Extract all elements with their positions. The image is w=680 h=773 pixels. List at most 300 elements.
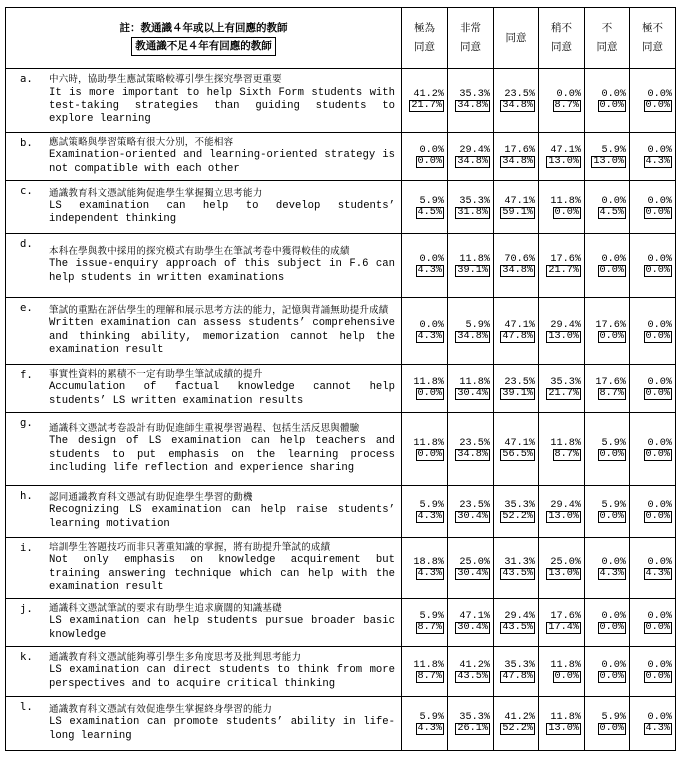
novice-value: 13.0% xyxy=(548,511,579,522)
value-cell xyxy=(494,365,539,413)
statement-body xyxy=(49,651,395,691)
experienced-value: 17.6% xyxy=(504,145,535,156)
experienced-value: 25.0% xyxy=(550,556,581,568)
statement-cell xyxy=(6,538,402,599)
experienced-value: 41.2% xyxy=(504,712,535,724)
value-cell xyxy=(402,697,448,751)
novice-value: 0.0% xyxy=(599,511,624,522)
statement-cell xyxy=(6,69,402,133)
statement-label: l. xyxy=(20,701,33,714)
value-cell xyxy=(585,298,630,365)
statement-chinese: 應試策略與學習策略有很大分別，不能相容 xyxy=(49,137,234,149)
column-label: 極不 xyxy=(642,22,663,34)
novice-value: 0.0% xyxy=(417,156,442,167)
statement-cell xyxy=(6,133,402,181)
experienced-value: 23.5% xyxy=(504,377,535,388)
novice-value: 21.7% xyxy=(548,388,579,399)
novice-value: 39.1% xyxy=(457,265,488,276)
statement-body xyxy=(49,422,395,475)
novice-value: 0.0% xyxy=(599,330,624,342)
statement-english: Written examination can assess students’ comprehensive and thinking ability, memorization cannot help the examination result xyxy=(49,317,395,356)
value-cell xyxy=(402,298,448,365)
value-cell xyxy=(630,298,676,365)
value-cell xyxy=(402,486,448,538)
value-cell xyxy=(448,413,494,486)
novice-value: 52.2% xyxy=(502,723,533,735)
experienced-value: 11.8% xyxy=(550,712,581,724)
novice-value: 4.3% xyxy=(417,265,442,276)
experienced-value: 17.6% xyxy=(550,254,581,265)
table-row xyxy=(6,697,676,751)
statement-body xyxy=(49,304,395,357)
table-row xyxy=(6,181,676,234)
experienced-value: 0.0% xyxy=(647,254,672,265)
experienced-value: 47.1% xyxy=(550,145,581,156)
value-cell xyxy=(630,647,676,697)
experienced-value: 0.0% xyxy=(647,89,672,100)
statement-body xyxy=(49,136,395,176)
statement-chinese: 通識科文憑試考卷設計有助促進師生重視學習過程、包括生活反思與體驗 xyxy=(49,422,360,434)
statement-english: The design of LS examination can help teachers and students to put emphasis on the learning process including life reflection and experience sharing xyxy=(49,435,395,474)
table-row xyxy=(6,69,676,133)
experienced-value: 5.9% xyxy=(419,611,444,623)
value-cell xyxy=(585,599,630,647)
value-cell xyxy=(585,133,630,181)
table-row xyxy=(6,599,676,647)
statement-chinese: 通識教育科文憑試有效促進學生掌握終身學習的能力 xyxy=(49,704,273,716)
experienced-value: 35.3% xyxy=(459,195,490,207)
legend-experienced: 註：教通識４年或以上有回應的教師 xyxy=(119,22,288,34)
experienced-value: 23.5% xyxy=(459,437,490,449)
value-cell xyxy=(402,133,448,181)
table-row xyxy=(6,486,676,538)
experienced-value: 0.0% xyxy=(601,660,626,672)
value-cell xyxy=(539,697,585,751)
experienced-value: 47.1% xyxy=(504,195,535,207)
experienced-value: 35.3% xyxy=(504,500,535,511)
experienced-value: 0.0% xyxy=(601,195,626,207)
value-cell xyxy=(630,69,676,133)
novice-value: 13.0% xyxy=(548,723,579,735)
statement-body xyxy=(49,491,395,531)
statement-body xyxy=(49,73,395,126)
value-cell xyxy=(494,697,539,751)
statement-body xyxy=(49,187,395,227)
experienced-value: 0.0% xyxy=(647,500,672,511)
value-cell xyxy=(539,647,585,697)
value-cell xyxy=(630,133,676,181)
value-cell xyxy=(585,365,630,413)
experienced-value: 11.8% xyxy=(459,254,490,265)
experienced-value: 0.0% xyxy=(556,89,581,100)
experienced-value: 47.1% xyxy=(504,319,535,331)
value-cell xyxy=(448,599,494,647)
value-cell xyxy=(494,599,539,647)
novice-value: 34.8% xyxy=(457,156,488,167)
value-cell xyxy=(448,234,494,298)
value-cell xyxy=(539,486,585,538)
novice-value: 34.8% xyxy=(502,156,533,167)
value-cell xyxy=(539,133,585,181)
column-label: 同意 xyxy=(551,41,572,53)
experienced-value: 0.0% xyxy=(647,712,672,724)
experienced-value: 0.0% xyxy=(419,145,444,156)
value-cell xyxy=(630,697,676,751)
survey-table xyxy=(5,7,676,751)
experienced-value: 41.2% xyxy=(413,89,444,100)
novice-value: 30.4% xyxy=(457,622,488,634)
novice-value: 13.0% xyxy=(593,156,624,167)
novice-value: 34.8% xyxy=(457,100,488,111)
novice-value: 43.5% xyxy=(502,622,533,634)
novice-value: 43.5% xyxy=(457,671,488,683)
experienced-value: 0.0% xyxy=(601,611,626,623)
value-cell xyxy=(585,538,630,599)
statement-label: c. xyxy=(20,185,33,197)
experienced-value: 17.6% xyxy=(550,611,581,623)
value-cell xyxy=(585,234,630,298)
value-cell xyxy=(630,365,676,413)
experienced-value: 11.8% xyxy=(413,377,444,388)
experienced-value: 0.0% xyxy=(647,319,672,331)
value-cell xyxy=(494,234,539,298)
novice-value: 21.7% xyxy=(411,100,442,111)
value-cell xyxy=(539,181,585,234)
value-cell xyxy=(448,697,494,751)
value-cell xyxy=(630,181,676,234)
value-cell xyxy=(630,413,676,486)
novice-value: 4.3% xyxy=(599,567,624,579)
novice-value: 0.0% xyxy=(599,265,624,276)
column-label: 極為 xyxy=(414,22,435,34)
novice-value: 0.0% xyxy=(599,671,624,683)
experienced-value: 5.9% xyxy=(419,195,444,207)
statement-chinese: 筆試的重點在評估學生的理解和展示思考方法的能力，記憶與背誦無助提升成績 xyxy=(49,304,389,316)
novice-value: 4.5% xyxy=(599,206,624,218)
experienced-value: 11.8% xyxy=(550,437,581,449)
novice-value: 0.0% xyxy=(645,511,670,522)
experienced-value: 0.0% xyxy=(419,319,444,331)
value-cell xyxy=(494,538,539,599)
statement-label: b. xyxy=(20,137,33,149)
statement-cell xyxy=(6,234,402,298)
survey-table-container xyxy=(5,7,675,751)
novice-value: 30.4% xyxy=(457,511,488,522)
value-cell xyxy=(539,365,585,413)
value-cell xyxy=(585,647,630,697)
value-cell xyxy=(585,181,630,234)
experienced-value: 5.9% xyxy=(601,145,626,156)
experienced-value: 31.3% xyxy=(504,556,535,568)
novice-value: 8.7% xyxy=(599,388,624,399)
novice-value: 8.7% xyxy=(417,622,442,634)
experienced-value: 17.6% xyxy=(595,377,626,388)
value-cell xyxy=(539,413,585,486)
novice-value: 13.0% xyxy=(548,330,579,342)
experienced-value: 5.9% xyxy=(601,437,626,449)
novice-value: 39.1% xyxy=(502,388,533,399)
value-cell xyxy=(494,181,539,234)
column-slightly-disagree xyxy=(539,8,585,69)
statement-label: d. xyxy=(20,238,33,250)
value-cell xyxy=(448,647,494,697)
experienced-value: 0.0% xyxy=(647,377,672,388)
statement-chinese: 本科在學與教中採用的探究模式有助學生在筆試考卷中獲得較佳的成績 xyxy=(49,246,350,258)
experienced-value: 35.3% xyxy=(459,712,490,724)
statement-english: LS examination can promote students’ ability in life-long learning xyxy=(49,716,395,742)
experienced-value: 11.8% xyxy=(550,195,581,207)
table-row xyxy=(6,298,676,365)
experienced-value: 25.0% xyxy=(459,556,490,568)
experienced-value: 23.5% xyxy=(504,89,535,100)
column-label: 同意 xyxy=(642,41,663,53)
legend-novice: 教通識不足４年有回應的教師 xyxy=(131,37,276,56)
value-cell xyxy=(402,413,448,486)
statement-cell xyxy=(6,365,402,413)
header-row xyxy=(6,8,676,69)
experienced-value: 47.1% xyxy=(504,437,535,449)
experienced-value: 5.9% xyxy=(419,712,444,724)
novice-value: 0.0% xyxy=(417,388,442,399)
novice-value: 47.8% xyxy=(502,330,533,342)
column-label: 同意 xyxy=(414,41,435,53)
novice-value: 0.0% xyxy=(599,448,624,460)
statement-english: Recognizing LS examination can help raise students’ learning motivation xyxy=(49,504,395,530)
statement-body xyxy=(49,541,395,594)
novice-value: 0.0% xyxy=(645,448,670,460)
statement-body xyxy=(49,703,395,743)
statement-cell xyxy=(6,647,402,697)
experienced-value: 47.1% xyxy=(459,611,490,623)
legend-note xyxy=(6,8,402,69)
value-cell xyxy=(539,599,585,647)
statement-english: The issue-enquiry approach of this subject in F.6 can help students in written examinations xyxy=(49,258,395,284)
value-cell xyxy=(448,486,494,538)
experienced-value: 5.9% xyxy=(601,500,626,511)
column-agree xyxy=(494,8,539,69)
novice-value: 31.8% xyxy=(457,206,488,218)
value-cell xyxy=(448,181,494,234)
experienced-value: 35.3% xyxy=(459,89,490,100)
experienced-value: 29.4% xyxy=(550,319,581,331)
experienced-value: 0.0% xyxy=(419,254,444,265)
experienced-value: 29.4% xyxy=(459,145,490,156)
value-cell xyxy=(402,365,448,413)
novice-value: 0.0% xyxy=(645,100,670,111)
statement-chinese: 事實性資料的累積不一定有助學生筆試成績的提升 xyxy=(49,369,263,381)
value-cell xyxy=(630,538,676,599)
experienced-value: 29.4% xyxy=(550,500,581,511)
statement-chinese: 通識教育科文憑試能夠導引學生多角度思考及批判思考能力 xyxy=(49,652,302,664)
experienced-value: 18.8% xyxy=(413,556,444,568)
experienced-value: 11.8% xyxy=(413,660,444,672)
experienced-value: 0.0% xyxy=(601,89,626,100)
statement-cell xyxy=(6,413,402,486)
experienced-value: 70.6% xyxy=(504,254,535,265)
experienced-value: 0.0% xyxy=(647,556,672,568)
experienced-value: 23.5% xyxy=(459,500,490,511)
experienced-value: 5.9% xyxy=(419,500,444,511)
table-row xyxy=(6,413,676,486)
table-row xyxy=(6,133,676,181)
novice-value: 52.2% xyxy=(502,511,533,522)
value-cell xyxy=(539,69,585,133)
statement-label: i. xyxy=(20,542,33,554)
novice-value: 34.8% xyxy=(502,100,533,111)
novice-value: 0.0% xyxy=(554,206,579,218)
novice-value: 4.3% xyxy=(417,511,442,522)
value-cell xyxy=(448,365,494,413)
statement-label: a. xyxy=(20,73,33,85)
novice-value: 0.0% xyxy=(417,448,442,460)
novice-value: 0.0% xyxy=(554,671,579,683)
experienced-value: 5.9% xyxy=(601,712,626,724)
value-cell xyxy=(630,599,676,647)
novice-value: 0.0% xyxy=(599,622,624,634)
value-cell xyxy=(539,538,585,599)
statement-english: LS examination can help students pursue broader basic knowledge xyxy=(49,615,395,641)
statement-body xyxy=(49,368,395,408)
table-row xyxy=(6,365,676,413)
statement-cell xyxy=(6,181,402,234)
value-cell xyxy=(494,69,539,133)
statement-chinese: 中六時，協助學生應試策略較導引學生探究學習更重要 xyxy=(49,74,282,86)
statement-english: LS examination can direct students to think from more perspectives and to acquire critical thinking xyxy=(49,664,395,690)
novice-value: 0.0% xyxy=(645,206,670,218)
statement-chinese: 認同通識教育科文憑試有助促進學生學習的動機 xyxy=(49,492,253,504)
novice-value: 8.7% xyxy=(554,100,579,111)
novice-value: 0.0% xyxy=(645,330,670,342)
novice-value: 26.1% xyxy=(457,723,488,735)
statement-cell xyxy=(6,697,402,751)
statement-chinese: 通識教育科文憑試能夠促進學生掌握獨立思考能力 xyxy=(49,187,263,199)
statement-label: k. xyxy=(20,651,33,664)
novice-value: 0.0% xyxy=(645,388,670,399)
value-cell xyxy=(402,181,448,234)
novice-value: 34.8% xyxy=(457,448,488,460)
statement-chinese: 通識科文憑試筆試的要求有助學生追求廣闊的知識基礎 xyxy=(49,603,282,615)
value-cell xyxy=(448,133,494,181)
experienced-value: 35.3% xyxy=(504,660,535,672)
experienced-value: 0.0% xyxy=(647,437,672,449)
value-cell xyxy=(494,486,539,538)
column-disagree xyxy=(585,8,630,69)
value-cell xyxy=(585,69,630,133)
experienced-value: 0.0% xyxy=(647,660,672,672)
column-label: 稍不 xyxy=(551,22,572,34)
table-row xyxy=(6,538,676,599)
value-cell xyxy=(402,234,448,298)
value-cell xyxy=(630,486,676,538)
column-label: 同意 xyxy=(460,41,481,53)
experienced-value: 11.8% xyxy=(413,437,444,449)
statement-english: Accumulation of factual knowledge cannot help students’ LS written examination results xyxy=(49,381,395,407)
column-strongly-agree xyxy=(402,8,448,69)
novice-value: 0.0% xyxy=(599,723,624,735)
statement-english: Not only emphasis on knowledge acquirement but training answering technique which can help with the examination result xyxy=(49,554,395,593)
novice-value: 8.7% xyxy=(554,448,579,460)
column-label: 不 xyxy=(601,22,613,34)
experienced-value: 11.8% xyxy=(459,377,490,388)
novice-value: 59.1% xyxy=(502,206,533,218)
value-cell xyxy=(585,486,630,538)
experienced-value: 0.0% xyxy=(601,556,626,568)
novice-value: 30.4% xyxy=(457,388,488,399)
column-very-agree xyxy=(448,8,494,69)
statement-cell xyxy=(6,298,402,365)
novice-value: 0.0% xyxy=(645,671,670,683)
novice-value: 4.5% xyxy=(417,206,442,218)
novice-value: 4.3% xyxy=(645,567,670,579)
statement-body xyxy=(49,245,395,285)
novice-value: 21.7% xyxy=(548,265,579,276)
novice-value: 4.3% xyxy=(645,723,670,735)
statement-label: g. xyxy=(20,417,33,429)
experienced-value: 41.2% xyxy=(459,660,490,672)
value-cell xyxy=(539,298,585,365)
novice-value: 0.0% xyxy=(645,622,670,634)
value-cell xyxy=(448,69,494,133)
table-row xyxy=(6,234,676,298)
table-row xyxy=(6,647,676,697)
novice-value: 13.0% xyxy=(548,156,579,167)
statement-cell xyxy=(6,599,402,647)
statement-english: LS examination can help to develop students’ independent thinking xyxy=(49,199,395,226)
value-cell xyxy=(494,647,539,697)
value-cell xyxy=(585,697,630,751)
statement-english: It is more important to help Sixth Form students with test-taking strategies than guiding students to explore learning xyxy=(49,86,395,126)
experienced-value: 0.0% xyxy=(601,254,626,265)
novice-value: 34.8% xyxy=(502,265,533,276)
value-cell xyxy=(539,234,585,298)
value-cell xyxy=(402,647,448,697)
experienced-value: 35.3% xyxy=(550,377,581,388)
value-cell xyxy=(585,413,630,486)
value-cell xyxy=(448,298,494,365)
experienced-value: 0.0% xyxy=(647,611,672,623)
statement-chinese: 培訓學生答題技巧而非只著重知識的掌握，將有助提升筆試的成績 xyxy=(49,542,331,553)
column-label: 非常 xyxy=(460,22,481,34)
statement-label: f. xyxy=(20,369,33,381)
value-cell xyxy=(630,234,676,298)
novice-value: 43.5% xyxy=(502,567,533,579)
novice-value: 4.3% xyxy=(417,723,442,735)
experienced-value: 5.9% xyxy=(465,319,490,331)
value-cell xyxy=(402,538,448,599)
novice-value: 0.0% xyxy=(599,100,624,111)
statement-label: e. xyxy=(20,302,33,314)
experienced-value: 0.0% xyxy=(647,195,672,207)
statement-english: Examination-oriented and learning-oriented strategy is not compatible with each other xyxy=(49,149,395,175)
novice-value: 56.5% xyxy=(502,448,533,460)
experienced-value: 0.0% xyxy=(647,145,672,156)
novice-value: 34.8% xyxy=(457,330,488,342)
novice-value: 4.3% xyxy=(417,567,442,579)
value-cell xyxy=(494,298,539,365)
novice-value: 47.8% xyxy=(502,671,533,683)
experienced-value: 17.6% xyxy=(595,319,626,331)
column-strongly-disagree xyxy=(630,8,676,69)
novice-value: 0.0% xyxy=(645,265,670,276)
novice-value: 13.0% xyxy=(548,567,579,579)
value-cell xyxy=(402,69,448,133)
novice-value: 17.4% xyxy=(548,622,579,634)
value-cell xyxy=(494,413,539,486)
novice-value: 4.3% xyxy=(645,156,670,167)
novice-value: 4.3% xyxy=(417,330,442,342)
experienced-value: 11.8% xyxy=(550,660,581,672)
column-label: 同意 xyxy=(505,31,527,44)
